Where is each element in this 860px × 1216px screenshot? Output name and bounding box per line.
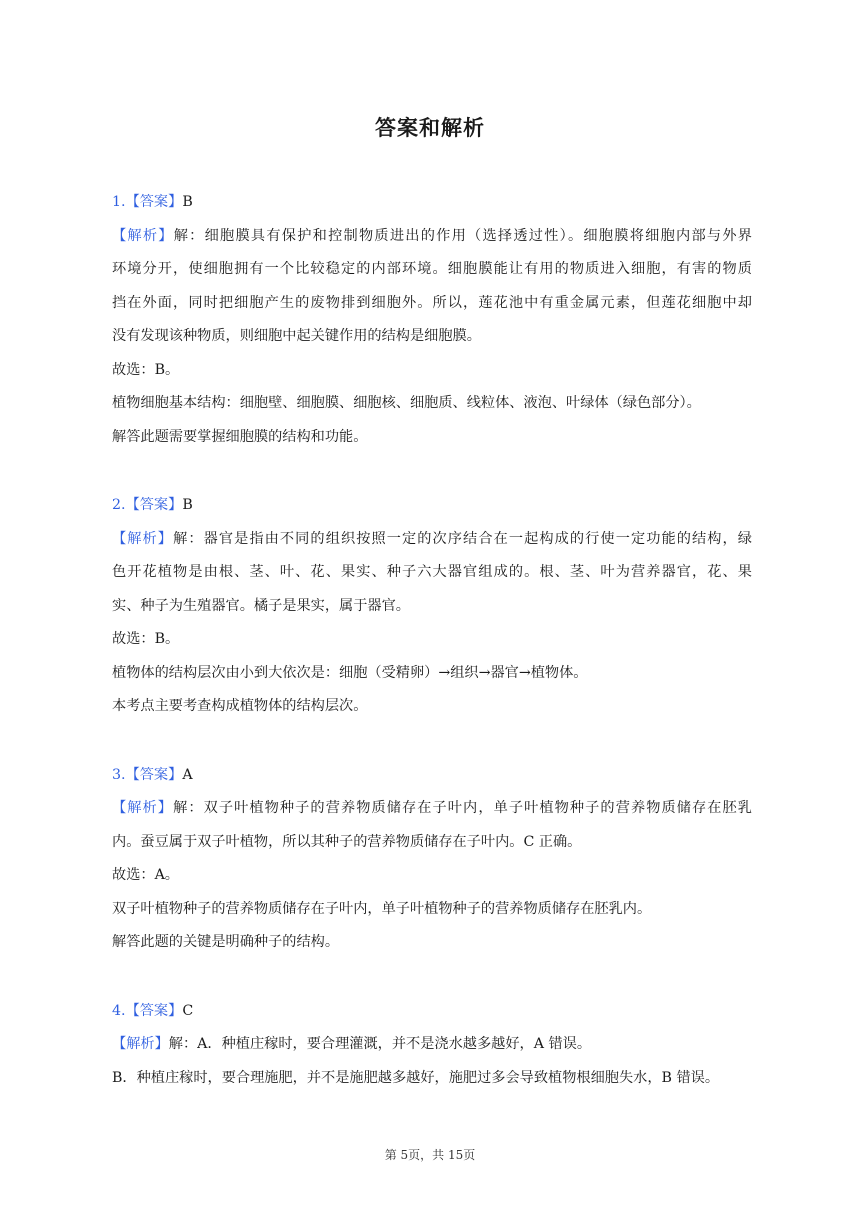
question-number: 4. xyxy=(112,1002,126,1019)
answer-line xyxy=(112,489,752,523)
question-1 xyxy=(112,186,752,454)
analysis-tag: 【解析】 xyxy=(112,800,174,816)
analysis-line: 解答此题的关键是明确种子的结构。 xyxy=(112,934,340,950)
analysis-line xyxy=(112,220,752,254)
answer-value: C xyxy=(182,1002,194,1019)
question-4 xyxy=(112,995,752,1096)
choice-line: 故选：A。 xyxy=(112,867,179,883)
question-number: 3. xyxy=(112,766,126,783)
analysis-line: 植物细胞基本结构：细胞壁、细胞膜、细胞核、细胞质、线粒体、液泡、叶绿体（绿色部分）。 xyxy=(112,395,701,411)
analysis-text: 解：细胞膜具有保护和控制物质进出的作用（选择透过性）。细胞膜将细胞内部与外界 xyxy=(173,227,752,244)
answer-line xyxy=(112,186,752,220)
answer-list xyxy=(112,186,752,1130)
analysis-line xyxy=(112,792,752,826)
analysis-tag: 【解析】 xyxy=(112,1036,169,1052)
answer-line xyxy=(112,759,752,793)
analysis-line xyxy=(112,1028,752,1062)
page-title: 答案和解析 xyxy=(375,116,485,140)
analysis-line: B．种植庄稼时，要合理施肥，并不是施肥越多越好，施肥过多会导致植物根细胞失水，B 错误。 xyxy=(112,1069,720,1086)
analysis-line: 内。蚕豆属于双子叶植物，所以其种子的营养物质储存在子叶内。C 正确。 xyxy=(112,833,582,850)
analysis-text: 解：A．种植庄稼时，要合理灌溉，并不是浇水越多越好，A 错误。 xyxy=(168,1036,592,1052)
question-2 xyxy=(112,489,752,724)
analysis-line: 双子叶植物种子的营养物质储存在子叶内，单子叶植物种子的营养物质储存在胚乳内。 xyxy=(112,900,652,917)
analysis-text: 解：器官是指由不同的组织按照一定的次序结合在一起构成的行使一定功能的结构，绿 xyxy=(173,530,752,547)
analysis-line: 本考点主要考查构成植物体的结构层次。 xyxy=(112,698,368,714)
question-number: 1. xyxy=(112,194,126,210)
choice-line: 故选：B。 xyxy=(112,631,180,647)
analysis-line: 实、种子为生殖器官。橘子是果实，属于器官。 xyxy=(112,597,410,614)
analysis-tag: 【解析】 xyxy=(112,530,174,547)
analysis-text: 解：双子叶植物种子的营养物质储存在子叶内，单子叶植物种子的营养物质储存在胚乳 xyxy=(173,800,752,816)
analysis-line: 环境分开，使细胞拥有一个比较稳定的内部环境。细胞膜能让有用的物质进入细胞，有害的物质 xyxy=(112,261,752,277)
answer-tag: 【答案】 xyxy=(125,1002,183,1019)
analysis-line: 色开花植物是由根、茎、叶、花、果实、种子六大器官组成的。根、茎、叶为营养器官，花、果 xyxy=(112,564,752,580)
analysis-line: 挡在外面，同时把细胞产生的废物排到细胞外。所以，莲花池中有重金属元素，但莲花细胞中却 xyxy=(112,294,752,311)
question-3 xyxy=(112,759,752,960)
answer-line xyxy=(112,995,752,1029)
answer-tag: 【答案】 xyxy=(125,497,183,513)
answer-value: B xyxy=(182,194,193,210)
answer-tag: 【答案】 xyxy=(125,766,183,783)
answer-value: A xyxy=(182,766,193,783)
analysis-line: 植物体的结构层次由小到大依次是：细胞（受精卵）→组织→器官→植物体。 xyxy=(112,664,588,681)
choice-line: 故选：B。 xyxy=(112,361,180,378)
analysis-line: 没有发现该种物质，则细胞中起关键作用的结构是细胞膜。 xyxy=(112,328,481,344)
page-footer: 第 5页，共 15页 xyxy=(384,1148,476,1162)
answer-tag: 【答案】 xyxy=(125,194,183,210)
analysis-line: 解答此题需要掌握细胞膜的结构和功能。 xyxy=(112,428,368,445)
analysis-tag: 【解析】 xyxy=(112,227,174,244)
answer-value: B xyxy=(182,497,193,513)
question-number: 2. xyxy=(112,497,126,513)
analysis-line xyxy=(112,523,752,557)
